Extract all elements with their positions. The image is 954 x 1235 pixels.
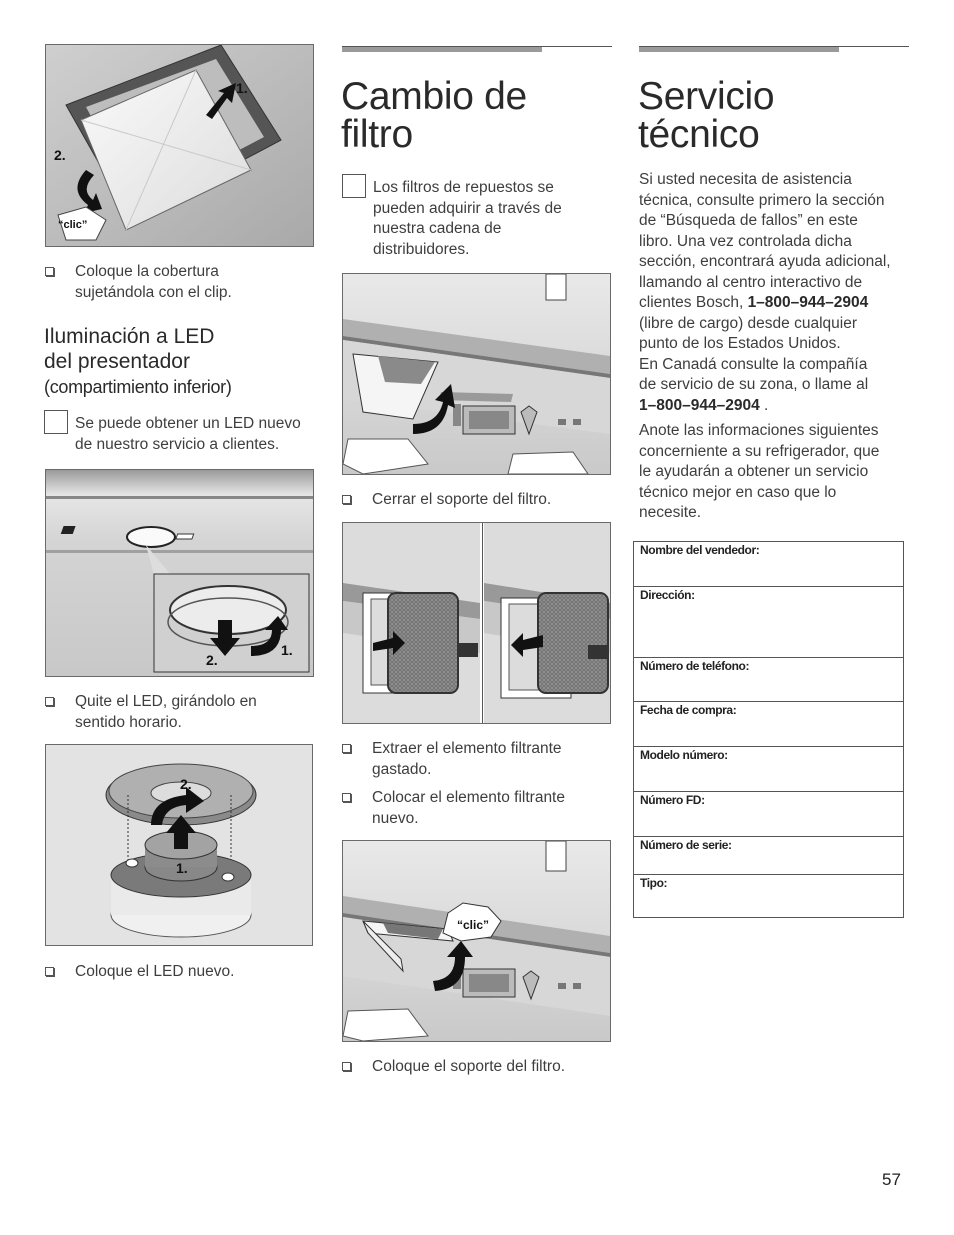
filter-note-line: distribuidores. xyxy=(373,240,470,258)
led-heading-line1: Iluminación a LED xyxy=(44,325,215,348)
led-removal-figure xyxy=(45,469,314,677)
filter-top-bar xyxy=(342,47,542,52)
led-note-line: de nuestro servicio a clientes. xyxy=(75,435,280,453)
page-number: 57 xyxy=(882,1170,901,1189)
led-heading-line2: del presentador xyxy=(44,350,190,373)
led-note-line: Se puede obtener un LED nuevo xyxy=(75,415,301,432)
service-top-bar xyxy=(639,47,839,52)
led-note xyxy=(75,414,325,455)
record-para-line: Anote las informaciones siguientes xyxy=(639,422,879,439)
form-field-serial-number[interactable]: Número de serie: xyxy=(634,837,904,875)
note-icon xyxy=(342,174,366,198)
led-subheading: (compartimiento inferior) xyxy=(44,377,232,397)
form-field-address[interactable]: Dirección: xyxy=(634,587,904,658)
filter-note-line: nuestra cadena de xyxy=(373,220,502,237)
bullet-box-icon xyxy=(45,697,54,706)
bullet-cover-line: sujetándola con el clip. xyxy=(75,283,232,301)
record-para-line: necesite. xyxy=(639,504,702,521)
bullet-box-icon xyxy=(342,744,351,753)
record-paragraph xyxy=(639,421,929,524)
form-field-phone[interactable]: Número de teléfono: xyxy=(634,658,904,702)
bullet-close-holder-line: Cerrar el soporte del filtro. xyxy=(372,491,552,508)
bullet-remove-led-line: Quite el LED, girándolo en xyxy=(75,693,257,710)
bullet-box-icon xyxy=(45,267,54,276)
service-para-line: libro. Una vez controlada dicha xyxy=(639,232,852,250)
service-para-line: Si usted necesita de asistencia xyxy=(639,171,852,188)
filter-note-line: pueden adquirir a través de xyxy=(373,199,562,217)
service-para-line: En Canadá consulte la compañía xyxy=(639,355,868,373)
record-para-line: técnico mejor en caso que lo xyxy=(639,483,837,501)
bullet-box-icon xyxy=(45,967,54,976)
fig3-step1-label: 1. xyxy=(176,860,188,876)
record-para-line: concerniente a su refrigerador, que xyxy=(639,442,880,460)
led-heading xyxy=(44,324,214,374)
filter-replace-figure xyxy=(342,522,611,724)
bullet-box-icon xyxy=(342,495,351,504)
bullet-box-icon xyxy=(342,1062,351,1071)
record-para-line: le ayudarán a obtener un servicio xyxy=(639,463,869,480)
filter-title xyxy=(341,75,527,156)
fig1-clic-label: “clic” xyxy=(58,219,88,231)
form-field-seller[interactable]: Nombre del vendedor: xyxy=(634,542,904,587)
fig1-step2-label: 2. xyxy=(54,147,66,163)
service-title-line2: técnico xyxy=(638,113,760,156)
fig2-step1-label: 1. xyxy=(281,642,293,658)
bullet-attach-holder-line: Coloque el soporte del filtro. xyxy=(372,1058,566,1075)
bullet-insert-filter-line: nuevo. xyxy=(372,809,419,827)
service-para-line: (libre de cargo) desde cualquier xyxy=(639,314,857,332)
fig3-step2-label: 2. xyxy=(180,776,192,792)
filter-title-line1: Cambio de xyxy=(341,75,527,118)
filter-attach-figure xyxy=(342,840,611,1042)
bullet-remove-filter-line: Extraer el elemento filtrante xyxy=(372,740,562,757)
filter-close-figure xyxy=(342,273,611,475)
phone-number-canada: 1–800–944–2904 xyxy=(639,396,760,414)
note-icon xyxy=(44,410,68,434)
bullet-install-led-line: Coloque el LED nuevo. xyxy=(75,963,235,980)
service-para-line: sección, encontrará ayuda adicional, xyxy=(639,253,891,270)
led-install-figure xyxy=(45,744,313,946)
service-record-form xyxy=(633,541,904,918)
service-paragraph xyxy=(639,170,929,416)
service-para-line: . xyxy=(759,396,769,414)
filter-title-line2: filtro xyxy=(341,113,413,156)
bullet-remove-led-line: sentido horario. xyxy=(75,713,182,731)
service-para-line: técnica, consulte primero la sección xyxy=(639,191,885,209)
form-field-model-number[interactable]: Modelo número: xyxy=(634,747,904,792)
service-title xyxy=(638,75,775,156)
cover-clip-figure xyxy=(45,44,314,247)
filter-note xyxy=(373,178,613,260)
form-field-fd-number[interactable]: Número FD: xyxy=(634,792,904,837)
service-para-line: de servicio de su zona, o llame al xyxy=(639,376,869,393)
fig-filter-clic-label: “clic” xyxy=(457,918,490,932)
service-title-line1: Servicio xyxy=(638,75,775,118)
bullet-insert-filter-line: Colocar el elemento filtrante xyxy=(372,789,565,806)
phone-number-us: 1–800–944–2904 xyxy=(747,294,869,311)
bullet-remove-filter-line: gastado. xyxy=(372,760,432,778)
service-para-line: llamando al centro interactivo de xyxy=(639,273,863,291)
fig1-step1-label: 1. xyxy=(236,80,248,96)
form-field-type[interactable]: Tipo: xyxy=(634,875,904,918)
filter-note-line: Los filtros de repuestos se xyxy=(373,179,554,196)
service-para-line: de “Búsqueda de fallos” en este xyxy=(639,212,858,229)
form-field-purchase-date[interactable]: Fecha de compra: xyxy=(634,702,904,747)
service-para-line: clientes Bosch, xyxy=(639,294,748,311)
bullet-cover-line: Coloque la cobertura xyxy=(75,263,219,280)
service-para-line: punto de los Estados Unidos. xyxy=(639,335,841,352)
bullet-box-icon xyxy=(342,793,351,802)
fig2-step2-label: 2. xyxy=(206,652,218,668)
